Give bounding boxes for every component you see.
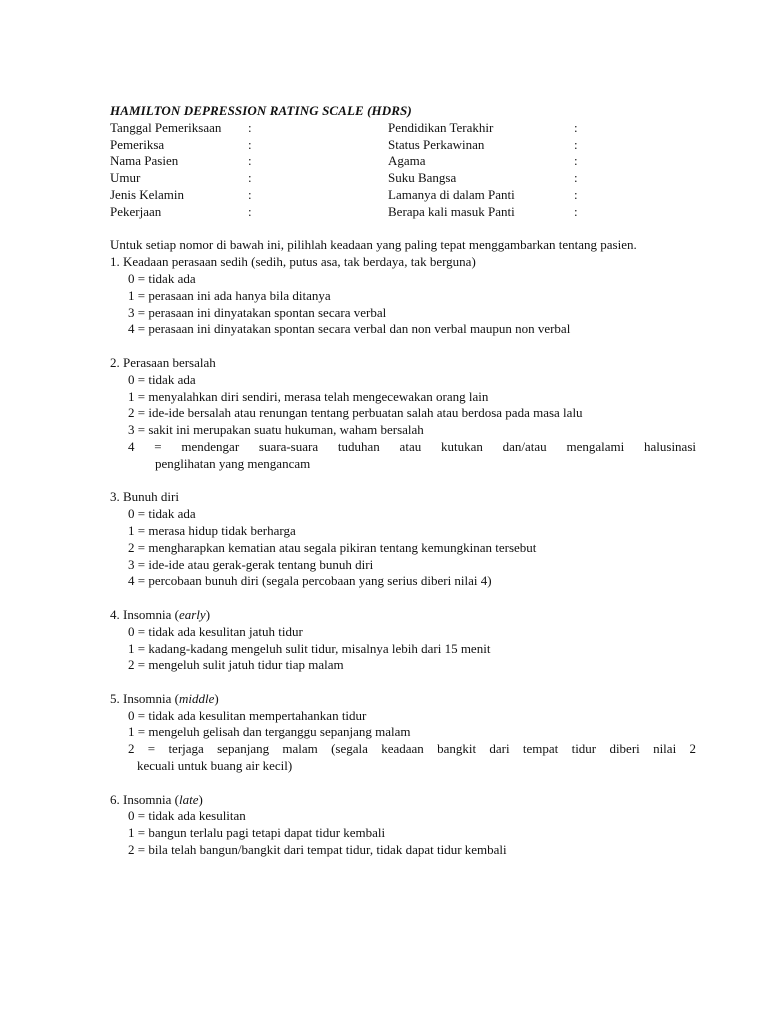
heading-text: ) xyxy=(205,606,211,622)
info-colon: : xyxy=(248,186,252,202)
info-label: Agama xyxy=(388,153,426,169)
question-4 xyxy=(110,607,696,674)
answer-option: 2 = mengeluh sulit jatuh tidur tiap malam xyxy=(128,657,344,673)
answer-option: 4 = percobaan bunuh diri (segala percobaan yang serius diberi nilai 4) xyxy=(128,573,492,589)
heading-italic: early xyxy=(178,606,206,622)
question-heading: 3. Bunuh diri xyxy=(110,489,179,505)
patient-info-table xyxy=(110,120,696,221)
info-row xyxy=(110,137,696,154)
heading-italic: late xyxy=(178,791,199,807)
info-row xyxy=(110,204,696,221)
info-colon: : xyxy=(574,170,578,186)
answer-option: 0 = tidak ada xyxy=(128,270,196,286)
question-heading xyxy=(110,607,696,624)
info-colon: : xyxy=(574,203,578,219)
answer-option: 0 = tidak ada xyxy=(128,506,196,522)
info-label: Berapa kali masuk Panti xyxy=(388,203,515,219)
answer-option: 2 = mengharapkan kematian atau segala pikiran tentang kemungkinan tersebut xyxy=(128,539,537,555)
heading-text: 4. Insomnia ( xyxy=(110,606,179,622)
info-label: Suku Bangsa xyxy=(388,170,457,186)
info-label: Lamanya di dalam Panti xyxy=(388,186,515,202)
answer-option-continuation: penglihatan yang mengancam xyxy=(155,455,311,471)
answer-option: 2 = bila telah bangun/bangkit dari tempat tidur, tidak dapat tidur kembali xyxy=(128,842,507,858)
heading-italic: middle xyxy=(178,690,215,706)
heading-text: 5. Insomnia ( xyxy=(110,690,179,706)
answer-option: 0 = tidak ada kesulitan mempertahankan tidur xyxy=(128,707,367,723)
answer-option: 1 = menyalahkan diri sendiri, merasa telah mengecewakan orang lain xyxy=(128,388,489,404)
info-colon: : xyxy=(248,153,252,169)
info-row xyxy=(110,170,696,187)
answer-option: 0 = tidak ada kesulitan xyxy=(128,808,246,824)
question-3 xyxy=(110,489,696,590)
question-5 xyxy=(110,691,696,775)
info-label: Umur xyxy=(110,170,141,186)
answer-option: 1 = bangun terlalu pagi tetapi dapat tidur kembali xyxy=(128,825,386,841)
question-heading xyxy=(110,792,696,809)
document-title: HAMILTON DEPRESSION RATING SCALE (HDRS) xyxy=(110,103,412,118)
info-row xyxy=(110,187,696,204)
answer-option: 2 = ide-ide bersalah atau renungan tentang perbuatan salah atau berdosa pada masa lalu xyxy=(128,405,583,421)
answer-option-continuation: kecuali untuk buang air kecil) xyxy=(137,758,293,774)
heading-text: ) xyxy=(198,791,203,807)
info-row xyxy=(110,153,696,170)
info-row xyxy=(110,120,696,137)
question-heading xyxy=(110,691,696,708)
answer-option: 3 = perasaan ini dinyatakan spontan secara verbal xyxy=(128,304,387,320)
info-label: Pekerjaan xyxy=(110,203,162,219)
info-label: Nama Pasien xyxy=(110,153,179,169)
answer-option: 0 = tidak ada xyxy=(128,371,196,387)
info-label: Pendidikan Terakhir xyxy=(388,119,494,135)
answer-option: 3 = sakit ini merupakan suatu hukuman, waham bersalah xyxy=(128,422,424,438)
info-colon: : xyxy=(248,203,252,219)
document-page xyxy=(110,103,696,859)
answer-option: 1 = kadang-kadang mengeluh sulit tidur, misalnya lebih dari 15 menit xyxy=(128,640,491,656)
question-heading: 1. Keadaan perasaan sedih (sedih, putus asa, tak berdaya, tak berguna) xyxy=(110,254,476,270)
info-colon: : xyxy=(574,153,578,169)
question-heading: 2. Perasaan bersalah xyxy=(110,354,216,370)
info-colon: : xyxy=(248,170,252,186)
info-colon: : xyxy=(574,136,578,152)
info-label: Jenis Kelamin xyxy=(110,186,185,202)
info-colon: : xyxy=(248,119,252,135)
answer-option: 1 = mengeluh gelisah dan terganggu sepanjang malam xyxy=(128,724,411,740)
question-6 xyxy=(110,792,696,859)
info-colon: : xyxy=(574,186,578,202)
heading-text: ) xyxy=(214,690,219,706)
info-label: Tanggal Pemeriksaan xyxy=(110,119,222,135)
info-label: Status Perkawinan xyxy=(388,136,485,152)
info-label: Pemeriksa xyxy=(110,136,165,152)
question-2 xyxy=(110,355,696,473)
answer-option: 0 = tidak ada kesulitan jatuh tidur xyxy=(128,623,303,639)
answer-option: 3 = ide-ide atau gerak-gerak tentang bunuh diri xyxy=(128,556,374,572)
heading-text: 6. Insomnia ( xyxy=(110,791,179,807)
answer-option: 1 = perasaan ini ada hanya bila ditanya xyxy=(128,287,331,303)
answer-option: 4 = mendengar suara-suara tuduhan atau kutukan dan/atau mengalami halusinasi xyxy=(128,438,696,454)
questions xyxy=(110,254,696,859)
info-colon: : xyxy=(574,119,578,135)
instructions-paragraph: Untuk setiap nomor di bawah ini, pilihlah keadaan yang paling tepat menggambarkan tentang pasien. xyxy=(110,237,637,253)
info-colon: : xyxy=(248,136,252,152)
answer-option: 1 = merasa hidup tidak berharga xyxy=(128,522,296,538)
answer-option: 4 = perasaan ini dinyatakan spontan secara verbal dan non verbal maupun non verbal xyxy=(128,321,571,337)
answer-option: 2 = terjaga sepanjang malam (segala keadaan bangkit dari tempat tidur diberi nilai 2 xyxy=(128,741,696,757)
question-1 xyxy=(110,254,696,338)
